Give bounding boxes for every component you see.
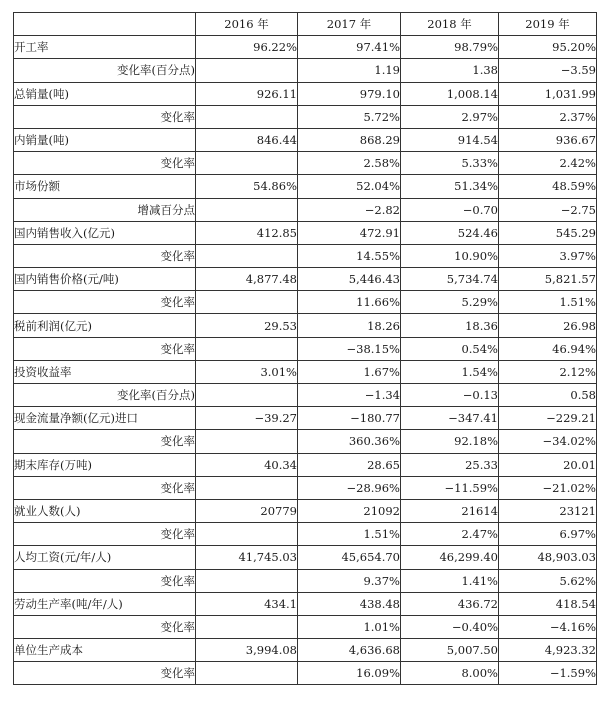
value-cell: 1.51% — [298, 523, 401, 546]
value-cell: 26.98 — [499, 314, 597, 337]
value-cell: 5,734.74 — [401, 268, 499, 291]
table-row — [14, 175, 597, 198]
row-sublabel: 变化率 — [14, 105, 196, 128]
value-cell: −0.40% — [401, 615, 499, 638]
value-cell: 936.67 — [499, 128, 597, 151]
value-cell: −229.21 — [499, 407, 597, 430]
value-cell: 5,446.43 — [298, 268, 401, 291]
value-cell: 434.1 — [196, 592, 298, 615]
value-cell: 1.19 — [298, 59, 401, 82]
value-cell: 25.33 — [401, 453, 499, 476]
table-row — [14, 314, 597, 337]
table-row — [14, 592, 597, 615]
value-cell: −34.02% — [499, 430, 597, 453]
value-cell: 21092 — [298, 499, 401, 522]
value-cell: 0.54% — [401, 337, 499, 360]
value-cell: −4.16% — [499, 615, 597, 638]
row-sublabel: 变化率 — [14, 291, 196, 314]
value-cell: 2.37% — [499, 105, 597, 128]
table-row — [14, 546, 597, 569]
value-cell: 48,903.03 — [499, 546, 597, 569]
value-cell: 3.01% — [196, 360, 298, 383]
value-cell: 2.42% — [499, 152, 597, 175]
value-cell: 846.44 — [196, 128, 298, 151]
value-cell: 96.22% — [196, 36, 298, 59]
table-row — [14, 268, 597, 291]
value-cell — [196, 384, 298, 407]
row-label: 税前利润(亿元) — [14, 314, 196, 337]
value-cell: 18.26 — [298, 314, 401, 337]
header-cell-2019: 2019 年 — [499, 13, 597, 36]
row-sublabel: 变化率 — [14, 662, 196, 685]
value-cell: 40.34 — [196, 453, 298, 476]
header-cell-label — [14, 13, 196, 36]
header-cell-2018: 2018 年 — [401, 13, 499, 36]
value-cell: 524.46 — [401, 221, 499, 244]
table-row — [14, 569, 597, 592]
value-cell: 14.55% — [298, 244, 401, 267]
value-cell: 11.66% — [298, 291, 401, 314]
header-cell-2017: 2017 年 — [298, 13, 401, 36]
row-sublabel: 变化率 — [14, 523, 196, 546]
value-cell: 97.41% — [298, 36, 401, 59]
row-label: 期末库存(万吨) — [14, 453, 196, 476]
table-row — [14, 639, 597, 662]
value-cell: 914.54 — [401, 128, 499, 151]
value-cell: 3,994.08 — [196, 639, 298, 662]
value-cell: −11.59% — [401, 476, 499, 499]
value-cell: 16.09% — [298, 662, 401, 685]
value-cell: −180.77 — [298, 407, 401, 430]
table-header — [14, 13, 597, 36]
value-cell: 4,877.48 — [196, 268, 298, 291]
row-sublabel: 变化率 — [14, 476, 196, 499]
row-sublabel: 变化率 — [14, 152, 196, 175]
value-cell — [196, 476, 298, 499]
header-row — [14, 13, 597, 36]
value-cell: 1.38 — [401, 59, 499, 82]
value-cell — [196, 244, 298, 267]
table-row — [14, 337, 597, 360]
value-cell — [196, 523, 298, 546]
value-cell: −2.75 — [499, 198, 597, 221]
table-row — [14, 152, 597, 175]
value-cell: 21614 — [401, 499, 499, 522]
value-cell: 46.94% — [499, 337, 597, 360]
table-row — [14, 291, 597, 314]
value-cell: 92.18% — [401, 430, 499, 453]
row-sublabel: 增减百分点 — [14, 198, 196, 221]
value-cell: 436.72 — [401, 592, 499, 615]
row-label: 投资收益率 — [14, 360, 196, 383]
value-cell: 4,636.68 — [298, 639, 401, 662]
value-cell — [196, 59, 298, 82]
value-cell: 412.85 — [196, 221, 298, 244]
table-body — [14, 36, 597, 685]
value-cell: 28.65 — [298, 453, 401, 476]
value-cell: 5.33% — [401, 152, 499, 175]
value-cell: 54.86% — [196, 175, 298, 198]
row-sublabel: 变化率 — [14, 337, 196, 360]
value-cell — [196, 569, 298, 592]
row-sublabel: 变化率 — [14, 244, 196, 267]
value-cell: 3.97% — [499, 244, 597, 267]
value-cell: 360.36% — [298, 430, 401, 453]
value-cell: 48.59% — [499, 175, 597, 198]
value-cell: 868.29 — [298, 128, 401, 151]
value-cell: −347.41 — [401, 407, 499, 430]
row-sublabel: 变化率(百分点) — [14, 384, 196, 407]
row-label: 单位生产成本 — [14, 639, 196, 662]
table-row — [14, 662, 597, 685]
value-cell: 45,654.70 — [298, 546, 401, 569]
value-cell: 418.54 — [499, 592, 597, 615]
row-sublabel: 变化率 — [14, 569, 196, 592]
table-row — [14, 360, 597, 383]
value-cell: −0.70 — [401, 198, 499, 221]
row-sublabel: 变化率(百分点) — [14, 59, 196, 82]
value-cell: 545.29 — [499, 221, 597, 244]
row-label: 内销量(吨) — [14, 128, 196, 151]
table-row — [14, 476, 597, 499]
value-cell: 20.01 — [499, 453, 597, 476]
value-cell: 979.10 — [298, 82, 401, 105]
value-cell: 20779 — [196, 499, 298, 522]
table-row — [14, 105, 597, 128]
value-cell: 18.36 — [401, 314, 499, 337]
value-cell: −38.15% — [298, 337, 401, 360]
value-cell: 41,745.03 — [196, 546, 298, 569]
value-cell: −0.13 — [401, 384, 499, 407]
value-cell: 5,821.57 — [499, 268, 597, 291]
table-row — [14, 244, 597, 267]
value-cell: 8.00% — [401, 662, 499, 685]
value-cell: −39.27 — [196, 407, 298, 430]
value-cell: 2.12% — [499, 360, 597, 383]
table-row — [14, 128, 597, 151]
value-cell: 1.54% — [401, 360, 499, 383]
value-cell: 472.91 — [298, 221, 401, 244]
value-cell: −1.59% — [499, 662, 597, 685]
value-cell: 1.51% — [499, 291, 597, 314]
value-cell: 2.47% — [401, 523, 499, 546]
value-cell: 46,299.40 — [401, 546, 499, 569]
value-cell: 926.11 — [196, 82, 298, 105]
table-row — [14, 453, 597, 476]
value-cell: −1.34 — [298, 384, 401, 407]
value-cell: 1.67% — [298, 360, 401, 383]
value-cell: 5.62% — [499, 569, 597, 592]
value-cell: 29.53 — [196, 314, 298, 337]
value-cell: 6.97% — [499, 523, 597, 546]
value-cell — [196, 152, 298, 175]
row-label: 国内销售价格(元/吨) — [14, 268, 196, 291]
value-cell — [196, 105, 298, 128]
value-cell: 23121 — [499, 499, 597, 522]
value-cell — [196, 615, 298, 638]
row-label: 市场份额 — [14, 175, 196, 198]
value-cell: −21.02% — [499, 476, 597, 499]
row-sublabel: 变化率 — [14, 615, 196, 638]
value-cell: 10.90% — [401, 244, 499, 267]
value-cell: 9.37% — [298, 569, 401, 592]
value-cell — [196, 430, 298, 453]
value-cell: −28.96% — [298, 476, 401, 499]
value-cell: 2.97% — [401, 105, 499, 128]
value-cell: 1,008.14 — [401, 82, 499, 105]
value-cell: 5.72% — [298, 105, 401, 128]
row-label: 开工率 — [14, 36, 196, 59]
table-row — [14, 407, 597, 430]
table-row — [14, 615, 597, 638]
row-label: 总销量(吨) — [14, 82, 196, 105]
header-cell-2016: 2016 年 — [196, 13, 298, 36]
table-row — [14, 221, 597, 244]
table-row — [14, 82, 597, 105]
value-cell: 438.48 — [298, 592, 401, 615]
value-cell: −3.59 — [499, 59, 597, 82]
value-cell: 1.41% — [401, 569, 499, 592]
table-row — [14, 59, 597, 82]
table-row — [14, 523, 597, 546]
table-row — [14, 499, 597, 522]
value-cell: 2.58% — [298, 152, 401, 175]
value-cell: 95.20% — [499, 36, 597, 59]
row-label: 现金流量净额(亿元)进口 — [14, 407, 196, 430]
value-cell — [196, 291, 298, 314]
value-cell — [196, 337, 298, 360]
data-table — [13, 12, 597, 685]
value-cell: 51.34% — [401, 175, 499, 198]
row-sublabel: 变化率 — [14, 430, 196, 453]
table-row — [14, 430, 597, 453]
value-cell: 5,007.50 — [401, 639, 499, 662]
row-label: 就业人数(人) — [14, 499, 196, 522]
value-cell: 4,923.32 — [499, 639, 597, 662]
value-cell — [196, 662, 298, 685]
row-label: 劳动生产率(吨/年/人) — [14, 592, 196, 615]
value-cell: 5.29% — [401, 291, 499, 314]
value-cell — [196, 198, 298, 221]
value-cell: 0.58 — [499, 384, 597, 407]
value-cell: 52.04% — [298, 175, 401, 198]
value-cell: 1.01% — [298, 615, 401, 638]
table-row — [14, 36, 597, 59]
row-label: 人均工资(元/年/人) — [14, 546, 196, 569]
value-cell: 98.79% — [401, 36, 499, 59]
row-label: 国内销售收入(亿元) — [14, 221, 196, 244]
table-row — [14, 198, 597, 221]
value-cell: −2.82 — [298, 198, 401, 221]
table-row — [14, 384, 597, 407]
value-cell: 1,031.99 — [499, 82, 597, 105]
